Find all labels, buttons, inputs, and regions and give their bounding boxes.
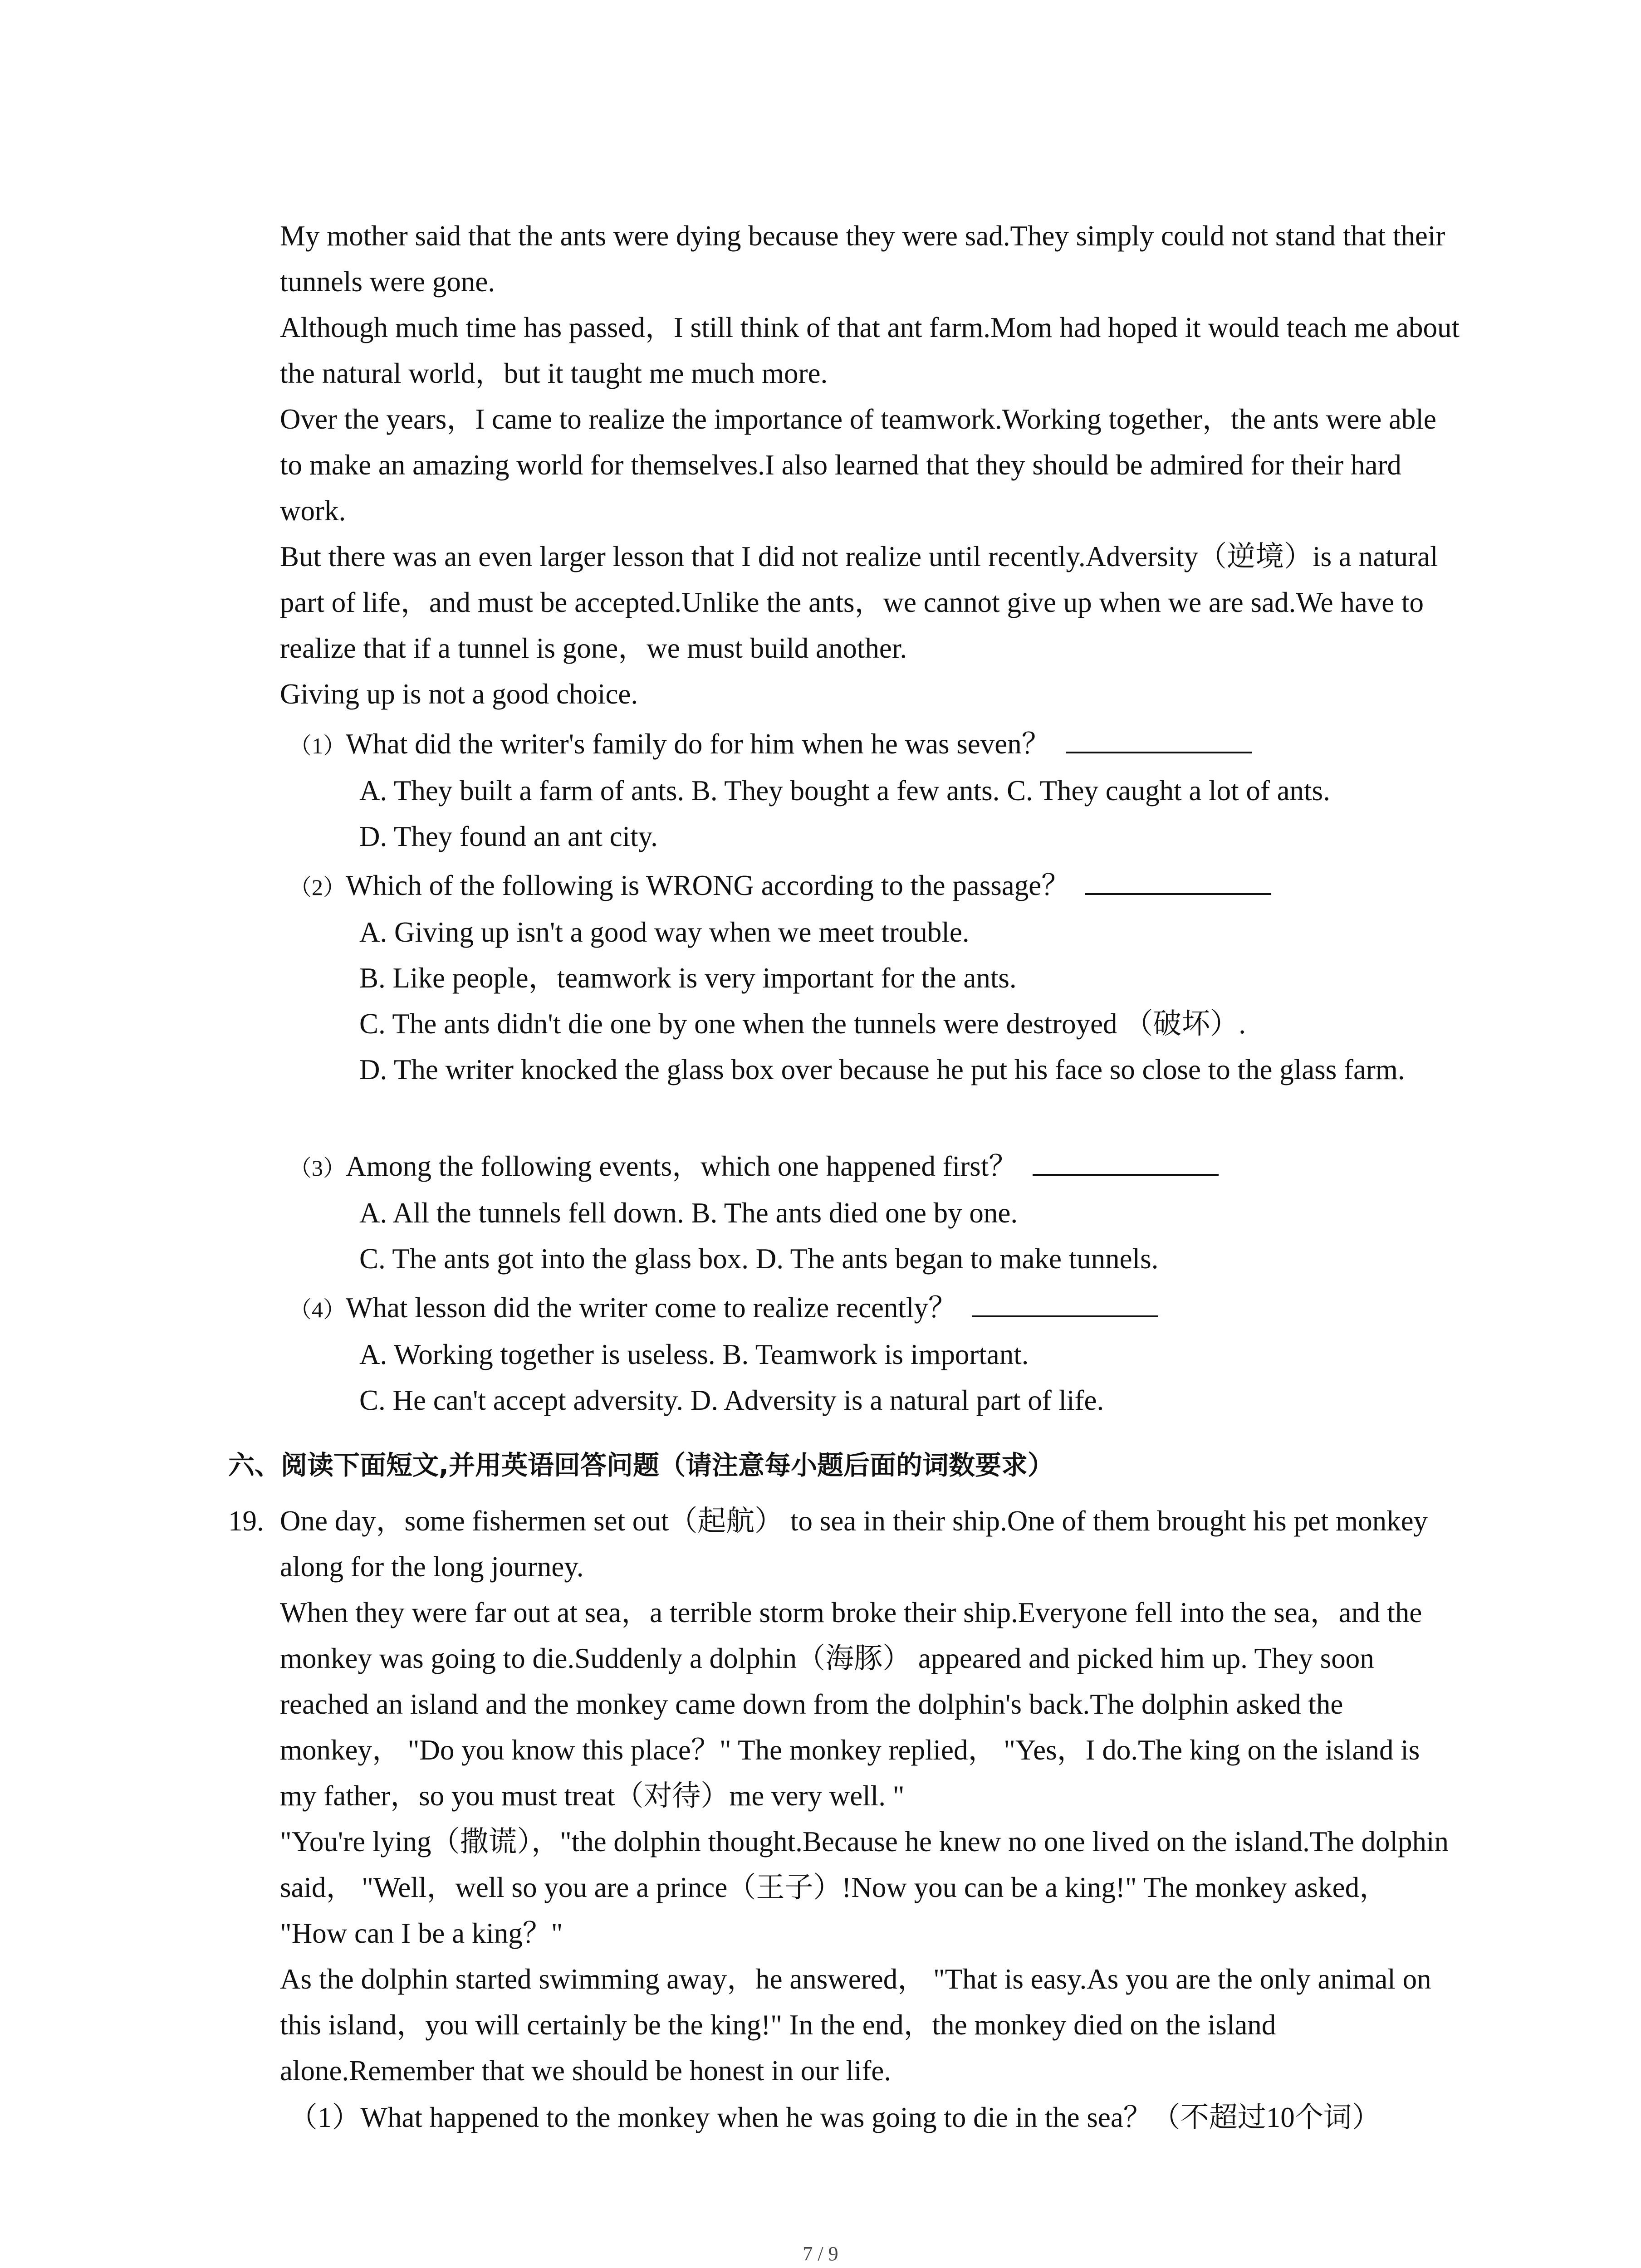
passage-paragraph: As the dolphin started swimming away，he answered， "That is easy.As you are the only animal on this island，you will certainly be the king!" In the end，the monkey died on the island alone.Remember that we should be honest in our life.	[280, 1963, 1431, 2087]
answer-blank[interactable]	[1085, 866, 1271, 895]
passage-paragraph: When they were far out at sea，a terrible storm broke their ship.Everyone fell into the sea，and the monkey was going to die.Suddenly a dolphin（海豚） appeared and picked him up. They soon reached an island and the monkey came down from the dolphin's back.The dolphin asked the monkey， "Do you know this place？" The monkey replied， "Yes，I do.The king on the island is my father，so you must treat（对待）me very well. "	[280, 1597, 1422, 1812]
question-number: （3）	[289, 1155, 346, 1181]
passage-paragraph: Giving up is not a good choice.	[280, 678, 638, 710]
question-stem: What lesson did the writer come to realize recently？	[346, 1292, 957, 1324]
passage-paragraph: Over the years，I came to realize the importance of teamwork.Working together，the ants were able to make an amazing world for themselves.I also learned that they should be admired for their hard work.	[280, 403, 1436, 527]
passage-continuation	[280, 213, 1460, 717]
passage-paragraph: My mother said that the ants were dying because they were sad.They simply could not stand that their tunnels were gone.	[280, 220, 1445, 298]
question-2	[289, 863, 1514, 910]
answer-blank[interactable]	[972, 1288, 1158, 1317]
question-1-option-line: D. They found an ant city.	[359, 821, 658, 852]
question-3-option-line: A. All the tunnels fell down. B. The ants died one by one.	[359, 1197, 1018, 1229]
question-4-option-line: C. He can't accept adversity. D. Adversity is a natural part of life.	[359, 1384, 1104, 1416]
question-stem: Among the following events，which one happened first？	[346, 1150, 1018, 1182]
question-number: （4）	[289, 1297, 346, 1322]
page-number: 7 / 9	[803, 2243, 838, 2265]
question-number: （1）	[289, 733, 346, 758]
passage-paragraph: But there was an even larger lesson that I did not realize until recently.Adversity（逆境）is a natural part of life，and must be accepted.Unlike the ants，we cannot give up when we are sad.We have to realize that if a tunnel is gone，we must build another.	[280, 541, 1438, 664]
passage-paragraph: "You're lying（撒谎），"the dolphin thought.Because he knew no one lived on the island.The dolphin said， "Well，well so you are a prince（王子）!Now you can be a king!" The monkey asked， "How can I be a king？"	[280, 1826, 1449, 1949]
question-3	[289, 1144, 1514, 1191]
passage-paragraph: One day，some fishermen set out（起航） to sea in their ship.One of them brought his pet monkey along for the long journey.	[280, 1505, 1428, 1583]
question-19-sub-1: （1）What happened to the monkey when he was going to die in the sea？（不超过10个词）	[289, 2102, 1381, 2133]
question-number: （2）	[289, 875, 346, 900]
question-4-option-line: A. Working together is useless. B. Teamwork is important.	[359, 1339, 1029, 1370]
question-1-option-line: A. They built a farm of ants. B. They bought a few ants. C. They caught a lot of ants.	[359, 775, 1330, 807]
question-4	[289, 1285, 1514, 1333]
answer-blank[interactable]	[1066, 724, 1252, 753]
question-2-option-line: C. The ants didn't die one by one when the tunnels were destroyed （破坏）.	[359, 1008, 1246, 1040]
question-stem: Which of the following is WRONG according to the passage？	[346, 870, 1070, 901]
question-2-option-line: A. Giving up isn't a good way when we meet trouble.	[359, 916, 970, 948]
question-2-option-line: B. Like people，teamwork is very important for the ants.	[359, 962, 1017, 994]
section-title: 六、阅读下面短文,并用英语回答问题（请注意每小题后面的词数要求）	[228, 1450, 1054, 1481]
passage-paragraph: Although much time has passed，I still think of that ant farm.Mom had hoped it would teach me about the natural world，but it taught me much more.	[280, 312, 1460, 389]
question-number-19: 19.	[228, 1505, 264, 1537]
passage-19	[280, 1498, 1460, 2094]
question-stem: What did the writer's family do for him when he was seven？	[346, 728, 1050, 760]
answer-blank[interactable]	[1033, 1147, 1219, 1176]
question-3-option-line: C. The ants got into the glass box. D. The ants began to make tunnels.	[359, 1243, 1159, 1275]
question-1	[289, 721, 1514, 769]
question-2-option-line: D. The writer knocked the glass box over because he put his face so close to the glass farm.	[359, 1054, 1405, 1085]
